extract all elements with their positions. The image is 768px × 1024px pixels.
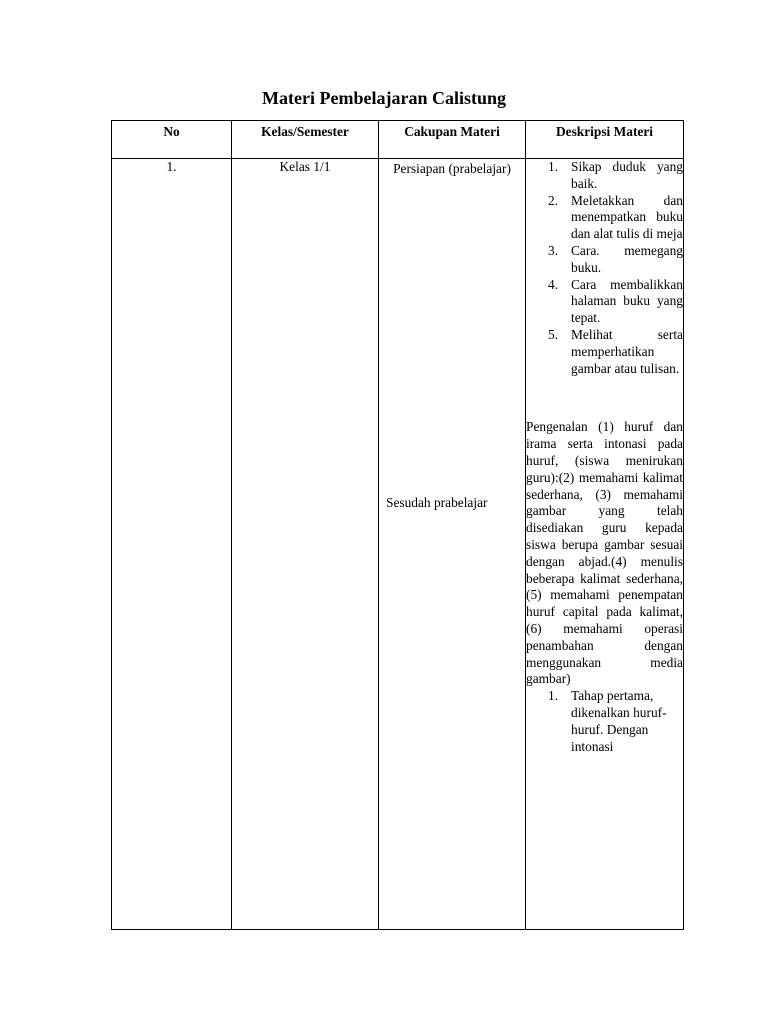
header-kelas-semester: Kelas/Semester [232,121,379,159]
table-row [112,159,684,930]
materi-table [111,120,684,930]
list-item: 3. Cara. memegang buku. [548,242,683,275]
list-item: 5. Melihat serta memperhatikan gambar atau tulisan. [548,326,683,376]
list-item: 1. Tahap pertama, dikenalkan huruf-huruf. Dengan intonasi [548,688,667,754]
list-item: 1. Sikap duduk yang baik. [548,159,683,191]
document-title: Materi Pembelajaran Calistung [262,88,506,108]
cakupan-persiapan: Persiapan (prabelajar) [393,161,511,176]
tahap-list [526,688,683,755]
cakupan-sesudah: Sesudah prabelajar [386,495,488,510]
cell-kelas: Kelas 1/1 [232,159,379,930]
table-header-row [112,121,684,159]
header-no: No [112,121,232,159]
header-deskripsi-materi: Deskripsi Materi [526,121,684,159]
list-item: 4. Cara membalikkan halaman buku yang tepat. [548,276,683,326]
cell-deskripsi [526,159,684,930]
header-cakupan-materi: Cakupan Materi [379,121,526,159]
list-item: 2. Meletakkan dan menempatkan buku dan alat tulis di meja [548,192,683,242]
cell-cakupan [379,159,526,930]
cell-no: 1. [112,159,232,930]
deskripsi-list [526,159,683,377]
pengenalan-paragraph: Pengenalan (1) huruf dan irama serta intonasi pada huruf, (siswa menirukan guru):(2) memahami kalimat sederhana, (3) memahami gambar yang telah disediakan guru kepada siswa berupa gambar sesuai dengan abjad.(4) menulis beberapa kalimat sederhana, (5) memahami penempatan huruf capital pada kalimat, (6) memahami operasi penambahan dengan menggunakan media gambar) [526,419,683,687]
